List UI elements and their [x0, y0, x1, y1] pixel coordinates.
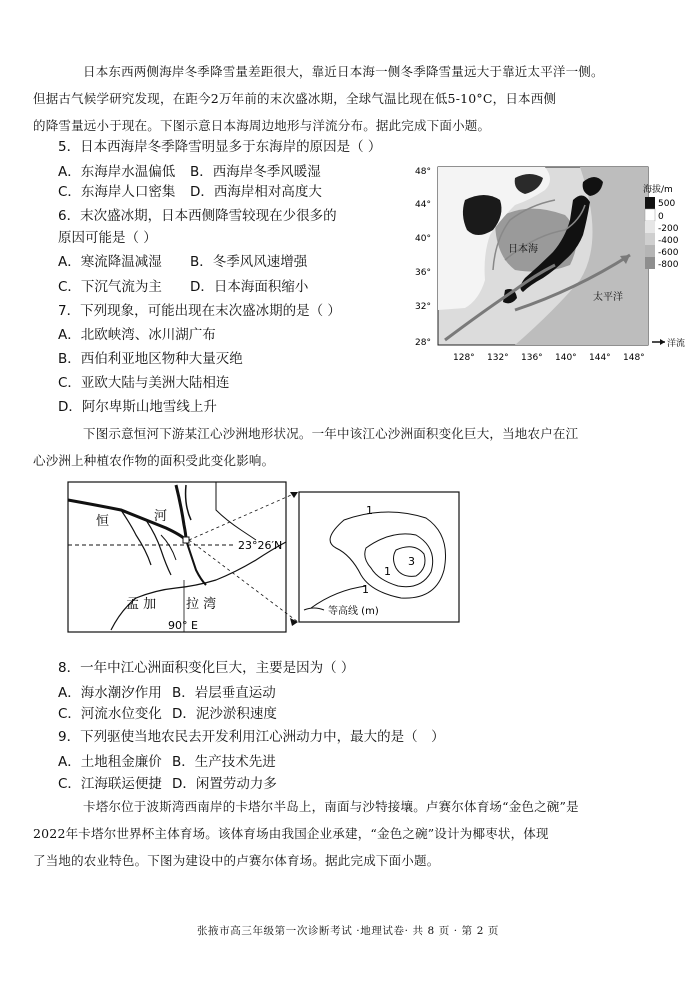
question-5-stem: 5．日本西海岸冬季降雪明显多于东海岸的原因是（ ）	[58, 139, 382, 155]
legend-swatch-500	[645, 197, 655, 209]
intro2-line1: 下图示意恒河下游某江心沙洲地形状况。一年中该江心沙洲面积变化巨大，当地农户在江	[83, 426, 579, 441]
lat-label-28: 28°	[415, 338, 431, 348]
contour-label-1a: 1	[366, 504, 373, 517]
river-label-heng: 恒	[96, 514, 110, 529]
legend-title: 海拔/m	[643, 185, 673, 195]
legend-value-400: -400	[658, 236, 679, 246]
bay-label-part1: 孟 加	[126, 597, 157, 612]
lon-label-132: 132°	[487, 353, 509, 363]
question-7-option-b[interactable]: B．西伯利亚地区物种大量灭绝	[58, 351, 243, 367]
pacific-ocean-label: 太平洋	[593, 292, 623, 303]
question-8-option-b[interactable]: B．岩层垂直运动	[172, 685, 276, 701]
sandbar-marker	[183, 537, 189, 543]
longitude-label: 90° E	[168, 619, 198, 632]
intro3-line1: 卡塔尔位于波斯湾西南岸的卡塔尔半岛上，南面与沙特接壤。卢赛尔体育场“金色之碗”是	[83, 799, 579, 814]
delta-map-frame	[68, 482, 286, 632]
question-5-option-d[interactable]: D．西海岸相对高度大	[190, 184, 322, 200]
question-9-option-b[interactable]: B．生产技术先进	[172, 754, 276, 770]
legend-value-800: -800	[658, 260, 679, 270]
legend-value-500: 500	[658, 199, 676, 209]
legend-swatch-200	[645, 221, 655, 233]
lat-label-36: 36°	[415, 268, 431, 278]
lon-label-128: 128°	[453, 353, 475, 363]
lat-label-48: 48°	[415, 167, 431, 177]
question-7-option-c[interactable]: C．亚欧大陆与美洲大陆相连	[58, 375, 230, 391]
river-label-he: 河	[154, 509, 168, 524]
contour-legend-label: 等高线 (m)	[328, 606, 379, 617]
legend-current-arrowhead	[660, 339, 665, 345]
legend-swatch-400	[645, 233, 655, 245]
intro-paragraph-1	[33, 58, 658, 139]
intro1-line3: 的降雪量远小于现在。下图示意日本海周边地形与洋流分布。据此完成下面小题。	[33, 118, 491, 133]
intro2-line2: 心沙洲上种植农作物的面积受此变化影响。	[33, 453, 275, 468]
question-5-option-a[interactable]: A．东海岸水温偏低	[58, 164, 176, 180]
sea-of-japan-label: 日本海	[508, 244, 538, 255]
question-7-option-d[interactable]: D．阿尔卑斯山地雪线上升	[58, 399, 217, 415]
question-8-stem: 8．一年中江心洲面积变化巨大，主要是因为（ ）	[58, 660, 355, 676]
sea-of-japan-map	[405, 160, 693, 372]
lat-label-40: 40°	[415, 234, 431, 244]
bay-label-part2: 拉 湾	[186, 597, 217, 612]
intro-paragraph-3	[33, 793, 658, 874]
question-6-option-a[interactable]: A．寒流降温减湿	[58, 254, 162, 270]
question-6-option-b[interactable]: B．冬季风风速增强	[190, 254, 308, 270]
question-9-option-a[interactable]: A．土地租金廉价	[58, 754, 162, 770]
lat-label-32: 32°	[415, 302, 431, 312]
lon-label-148: 148°	[623, 353, 645, 363]
legend-value-0: 0	[658, 212, 664, 222]
connector-arrowhead-top	[290, 492, 298, 498]
question-7-option-a[interactable]: A．北欧峡湾、冰川湖广布	[58, 327, 216, 343]
question-6-option-c[interactable]: C．下沉气流为主	[58, 279, 162, 295]
question-6-stem-line2: 原因可能是（ ）	[58, 230, 157, 246]
question-5-option-b[interactable]: B．西海岸冬季风暖湿	[190, 164, 321, 180]
question-9-stem: 9．下列驱使当地农民去开发利用江心洲动力中，最大的是（ ）	[58, 729, 445, 745]
contour-label-1c: 1	[362, 583, 369, 596]
connector-arrowhead-bottom	[290, 618, 298, 626]
legend-swatch-600	[645, 245, 655, 257]
ganges-delta-map	[66, 480, 626, 636]
legend-value-600: -600	[658, 248, 679, 258]
question-8-option-d[interactable]: D．泥沙淤积速度	[172, 706, 277, 722]
lon-label-140: 140°	[555, 353, 577, 363]
question-7-stem: 7．下列现象，可能出现在末次盛冰期的是（ ）	[58, 303, 341, 319]
sandbar-inset-frame	[299, 492, 459, 622]
legend-swatch-0	[645, 209, 655, 221]
latitude-label: 23°26′N	[238, 539, 283, 552]
intro1-line1: 日本东西两侧海岸冬季降雪量差距很大，靠近日本海一侧冬季降雪量远大于靠近太平洋一侧。	[83, 64, 604, 79]
intro3-line3: 了当地的农业特色。下图为建设中的卢赛尔体育场。据此完成下面小题。	[33, 853, 440, 868]
question-8-option-a[interactable]: A．海水潮汐作用	[58, 685, 162, 701]
contour-label-1b: 1	[384, 565, 391, 578]
page-footer: 张掖市高三年级第一次诊断考试 ·地理试卷· 共 8 页 · 第 2 页	[196, 925, 500, 937]
lat-label-44: 44°	[415, 200, 431, 210]
question-9-option-c[interactable]: C．江海联运便捷	[58, 776, 162, 792]
lon-label-136: 136°	[521, 353, 543, 363]
legend-current-label: 洋流	[667, 339, 686, 349]
lon-label-144: 144°	[589, 353, 611, 363]
legend-swatch-800	[645, 257, 655, 269]
question-8-option-c[interactable]: C．河流水位变化	[58, 706, 162, 722]
contour-label-3: 3	[408, 555, 415, 568]
question-6-option-d[interactable]: D．日本海面积缩小	[190, 279, 309, 295]
question-5-option-c[interactable]: C．东海岸人口密集	[58, 184, 176, 200]
question-9-option-d[interactable]: D．闲置劳动力多	[172, 776, 277, 792]
legend-value-200: -200	[658, 224, 679, 234]
intro-paragraph-2	[33, 420, 658, 474]
intro1-line2: 但据古气候学研究发现，在距今2万年前的末次盛冰期，全球气温比现在低5-10°C，日本西侧	[33, 91, 557, 106]
intro3-line2: 2022年卡塔尔世界杯主体育场。该体育场由我国企业承建，“金色之碗”设计为椰枣状，体现	[33, 826, 549, 841]
question-6-stem-line1: 6．末次盛冰期，日本西侧降雪较现在少很多的	[58, 208, 337, 224]
